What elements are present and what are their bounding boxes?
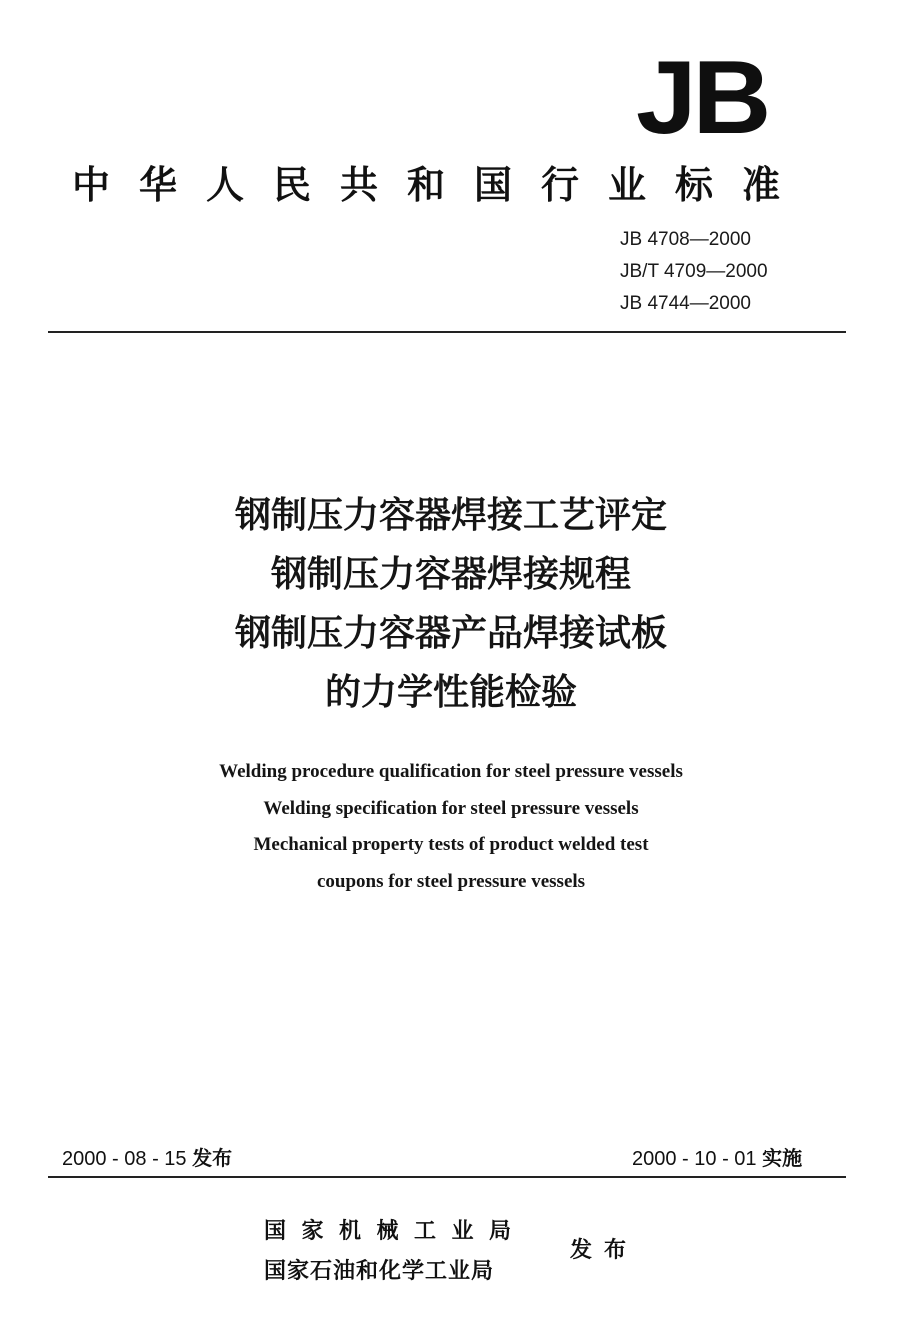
english-title: [0, 754, 902, 900]
issue-date-value: 2000 - 08 - 15: [62, 1148, 187, 1170]
publish-label: 发布: [570, 1238, 639, 1263]
chinese-title-line: 钢制压力容器产品焊接试板: [234, 613, 667, 654]
implement-date: [632, 1144, 802, 1173]
standard-title: 中华人民共和国行业标准: [72, 163, 810, 207]
standard-number: JB/T 4709—2000: [620, 261, 768, 282]
implement-date-value: 2000 - 10 - 01: [632, 1148, 757, 1170]
standard-number: JB 4744—2000: [620, 293, 751, 314]
issuing-authorities: [264, 1212, 527, 1292]
bottom-divider: [48, 1176, 846, 1178]
chinese-title: [0, 486, 902, 722]
jb-logo: JB: [636, 40, 768, 156]
standard-number: JB 4708—2000: [620, 229, 751, 250]
issuer-line: 国家机械工业局: [264, 1219, 527, 1244]
chinese-title-line: 钢制压力容器焊接规程: [270, 554, 631, 595]
chinese-title-line: 钢制压力容器焊接工艺评定: [234, 495, 667, 536]
standard-numbers: [620, 224, 768, 320]
english-title-line: Welding procedure qualification for steel pressure vessels: [219, 761, 683, 782]
chinese-title-line: 的力学性能检验: [324, 672, 577, 713]
english-title-line: coupons for steel pressure vessels: [316, 870, 586, 892]
issuer-line: 国家石油和化学工业局: [264, 1259, 495, 1284]
issue-label: 发布: [192, 1146, 233, 1170]
english-title-line: Welding specification for steel pressure vessels: [263, 797, 639, 819]
implement-label: 实施: [762, 1146, 803, 1170]
issue-date: [62, 1144, 232, 1173]
english-title-line: Mechanical property tests of product welded test: [253, 834, 649, 855]
top-divider: [48, 331, 846, 333]
